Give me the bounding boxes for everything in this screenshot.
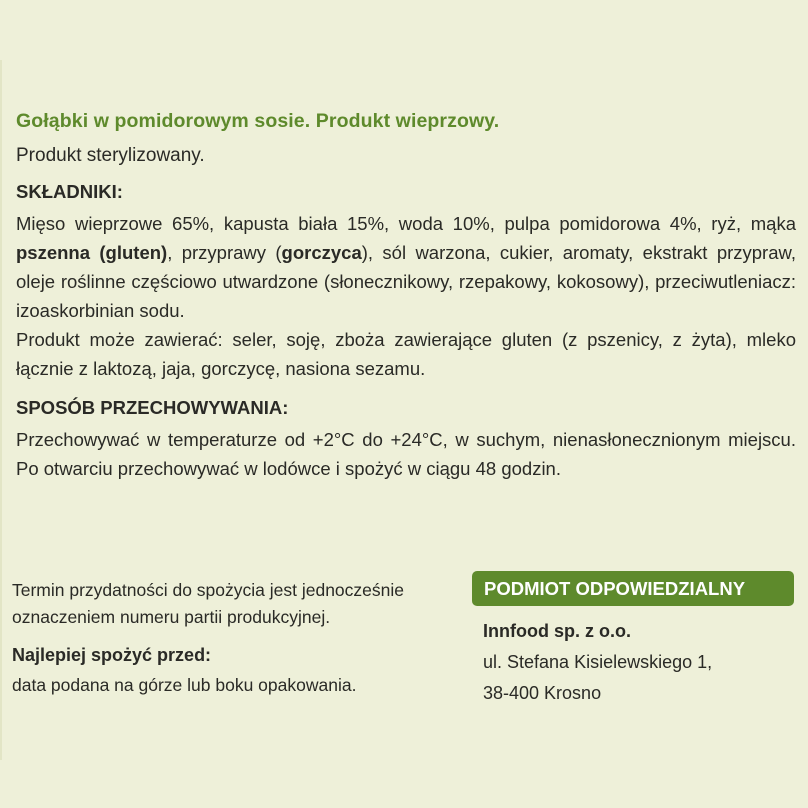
- company-city: 38-400 Krosno: [483, 683, 602, 703]
- company-street: ul. Stefana Kisielewskiego 1,: [483, 652, 713, 672]
- responsible-entity-badge-label: PODMIOT ODPOWIEDZIALNY: [484, 578, 746, 599]
- ingredients-part-2: , przyprawy (: [167, 242, 282, 263]
- storage-text: Przechowywać w temperaturze od +2°C do +24°C, w suchym, nienasłonecznionym miejscu. Po otwarciu przechowywać w lodówce i spożyć w ciągu 48 godzin.: [16, 429, 796, 479]
- ingredients-part-3: ), sól warzona, cukier, aromaty, ekstrakt przypraw, oleje roślinne częściowo utwardzone (słonecznikowy, rzepakowy, kokosowy), przeciwutleniacz: izoaskorbinian sodu.: [16, 242, 796, 321]
- product-title: Gołąbki w pomidorowym sosie. Produkt wieprzowy.: [16, 110, 500, 132]
- best-before-heading: Najlepiej spożyć przed:: [12, 645, 212, 665]
- may-contain-text: Produkt może zawierać: seler, soję, zboża zawierające gluten (z pszenicy, z żyta), mleko łącznie z laktozą, jaja, gorczycę, nasiona sezamu.: [16, 329, 796, 379]
- ingredients-text: [16, 209, 796, 383]
- sterilized-note: Produkt sterylizowany.: [16, 145, 205, 166]
- responsible-entity-badge: [472, 571, 794, 606]
- storage-heading: SPOSÓB PRZECHOWYWANIA:: [16, 397, 289, 418]
- best-before-text: data podana na górze lub boku opakowania.: [12, 675, 357, 695]
- allergen-mustard: gorczyca: [281, 242, 362, 263]
- allergen-wheat-gluten: pszenna (gluten): [16, 242, 168, 263]
- ingredients-part-1: Mięso wieprzowe 65%, kapusta biała 15%, woda 10%, pulpa pomidorowa 4%, ryż, mąka: [16, 213, 796, 234]
- ingredients-heading: SKŁADNIKI:: [16, 181, 123, 202]
- company-name: Innfood sp. z o.o.: [483, 621, 631, 641]
- label-left-edge: [0, 60, 2, 760]
- expiry-batch-note: Termin przydatności do spożycia jest jednocześnie oznaczeniem numeru partii produkcyjnej.: [12, 580, 404, 627]
